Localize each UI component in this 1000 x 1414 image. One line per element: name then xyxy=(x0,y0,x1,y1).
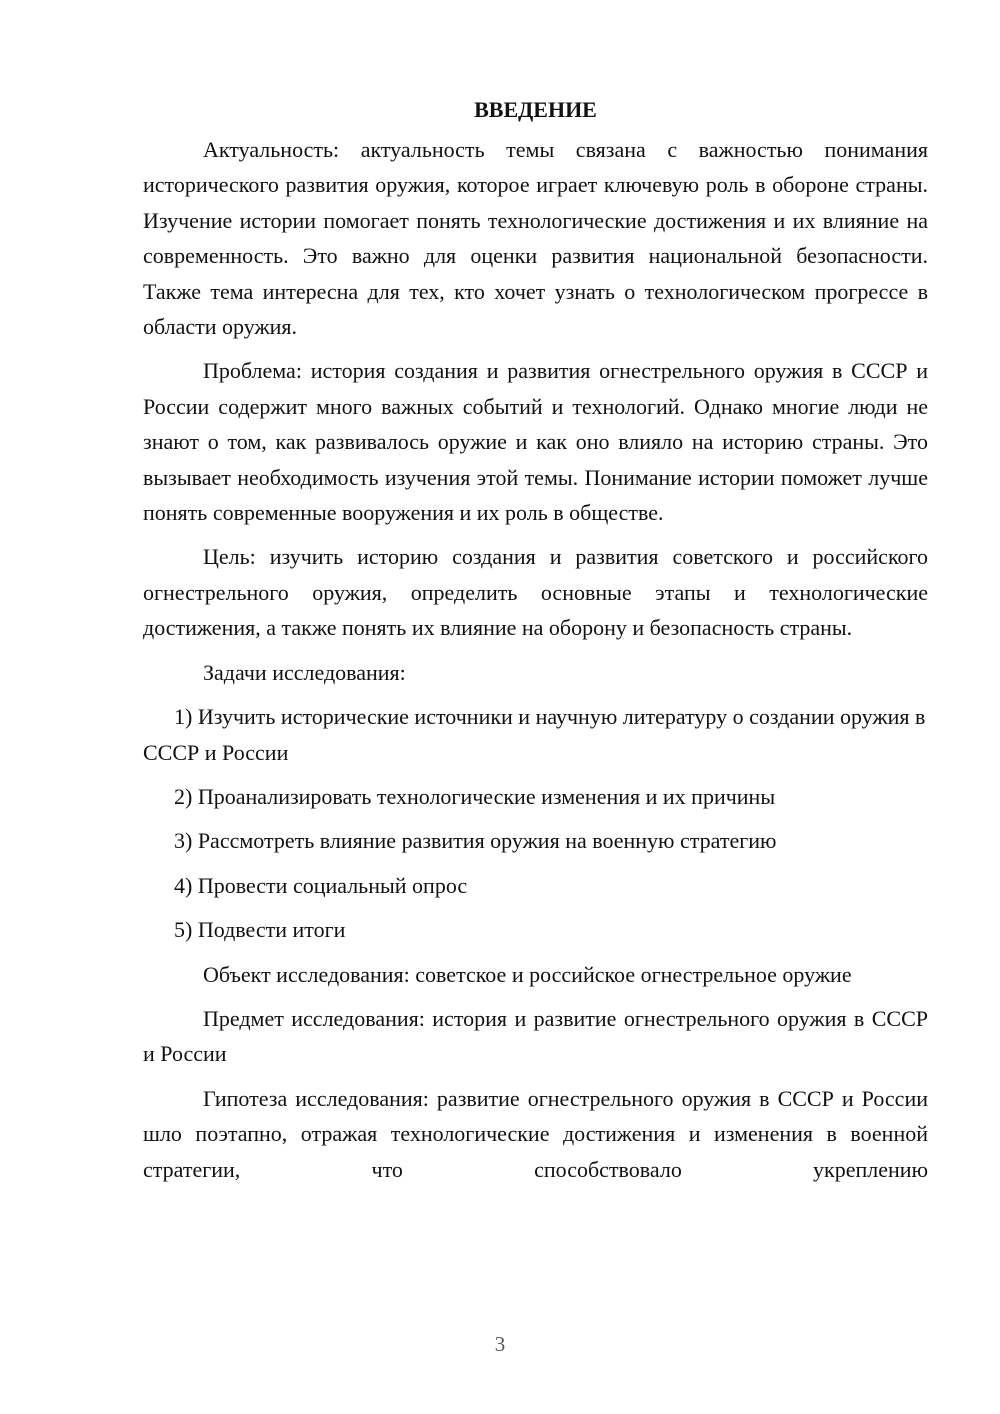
task-item-5: 5) Подвести итоги xyxy=(174,917,346,943)
page-number: 3 xyxy=(494,1332,506,1356)
object-paragraph: Объект исследования: советское и российское огнестрельное оружие xyxy=(203,961,852,987)
task-item-4: 4) Провести социальный опрос xyxy=(174,872,468,898)
problem-paragraph: Проблема: история создания и развития огнестрельного оружия в СССР и России содержит много важных событий и технологий. Однако многие люди не знают о том, как развивалось оружие и как оно влияло на историю страны. Это вызывает необходимость изучения этой темы. Понимание истории поможет лучше понять современные вооружения и их роль в обществе. xyxy=(143,358,928,526)
subject-paragraph: Предмет исследования: история и развитие огнестрельного оружия в СССР и России xyxy=(143,1005,928,1067)
task-item-3: 3) Рассмотреть влияние развития оружия на военную стратегию xyxy=(174,828,777,854)
goal-paragraph: Цель: изучить историю создания и развития советского и российского огнестрельного оружия, определить основные этапы и технологические достижения, а также понять их влияние на оборону и безопасность страны. xyxy=(143,544,928,641)
hypothesis-paragraph: Гипотеза исследования: развитие огнестрельного оружия в СССР и России шло поэтапно, отражая технологические достижения и изменения в военной стратегии, что способствовало укреплению xyxy=(143,1085,928,1182)
relevance-paragraph: Актуальность: актуальность темы связана с важностью понимания исторического развития оружия, которое играет ключевую роль в обороне страны. Изучение истории помогает понять технологические достижения и их влияние на современность. Это важно для оценки развития национальной безопасности. Также тема интересна для тех, кто хочет узнать о технологическом прогрессе в области оружия. xyxy=(143,137,928,340)
tasks-heading: Задачи исследования: xyxy=(203,659,406,685)
page-title: ВВЕДЕНИЕ xyxy=(474,97,597,122)
task-item-1: 1) Изучить исторические источники и научную литературу о создании оружия в СССР и России xyxy=(143,704,926,765)
task-item-2: 2) Проанализировать технологические изменения и их причины xyxy=(174,783,776,809)
document-page xyxy=(143,92,928,1196)
